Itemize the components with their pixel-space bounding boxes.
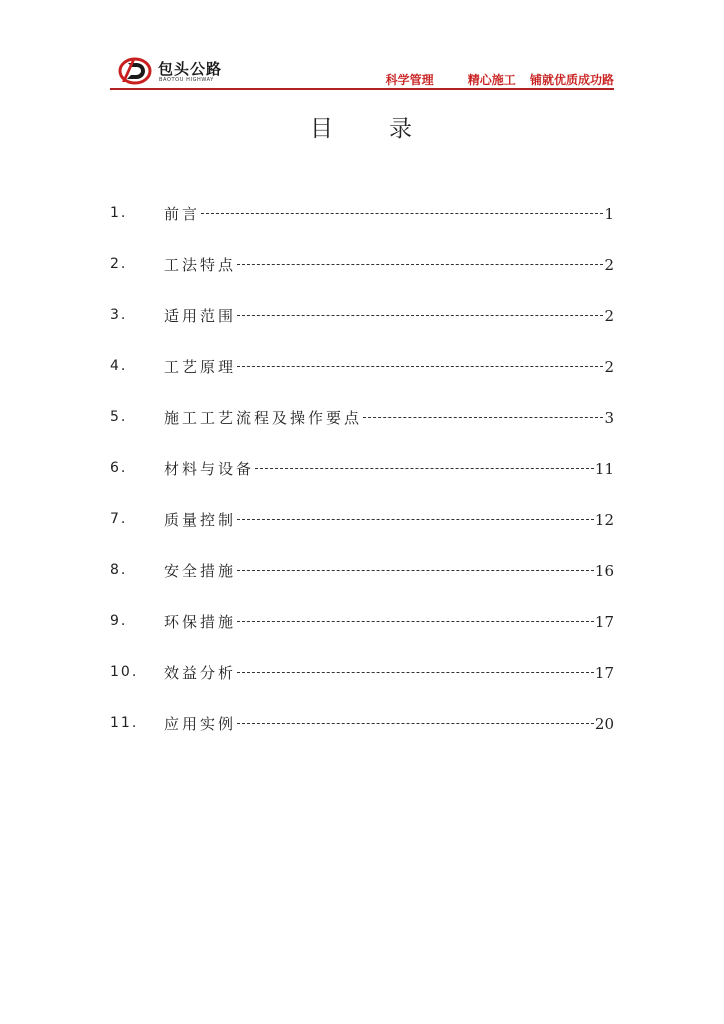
toc-number: 11.	[110, 715, 139, 731]
logo-subtitle: BAOTOU HIGHWAY	[159, 77, 214, 83]
toc-page-number: 17	[594, 613, 614, 631]
toc-line	[164, 662, 614, 683]
toc-label: 前言	[164, 205, 201, 223]
toc-entry[interactable]	[110, 403, 614, 454]
header-motto	[386, 71, 614, 88]
toc-entry[interactable]	[110, 454, 614, 505]
toc-entry[interactable]	[110, 199, 614, 250]
baotou-highway-logo-icon	[118, 56, 152, 86]
toc-entry[interactable]	[110, 709, 614, 760]
motto-part-3: 铺就优质成功路	[529, 73, 614, 87]
toc-entry[interactable]	[110, 607, 614, 658]
toc-entry[interactable]	[110, 556, 614, 607]
toc-label: 工法特点	[164, 256, 237, 274]
page-title	[0, 110, 724, 143]
table-of-contents	[110, 199, 614, 760]
toc-label: 适用范围	[164, 307, 237, 325]
toc-label: 质量控制	[164, 511, 237, 529]
toc-entry[interactable]	[110, 505, 614, 556]
toc-label: 工艺原理	[164, 358, 237, 376]
toc-dot-leader	[237, 264, 603, 265]
toc-number: 6.	[110, 460, 128, 476]
toc-line	[164, 254, 614, 275]
toc-entry[interactable]	[110, 301, 614, 352]
toc-number: 1.	[110, 205, 128, 221]
toc-dot-leader	[363, 417, 603, 418]
toc-page-number: 20	[594, 715, 614, 733]
toc-dot-leader	[255, 468, 594, 469]
toc-page-number: 11	[594, 460, 614, 478]
toc-number: 3.	[110, 307, 128, 323]
toc-label: 效益分析	[164, 664, 237, 682]
toc-dot-leader	[201, 213, 603, 214]
toc-number: 7.	[110, 511, 128, 527]
toc-line	[164, 203, 614, 224]
toc-page-number: 3	[604, 409, 614, 427]
toc-label: 环保措施	[164, 613, 237, 631]
toc-line	[164, 560, 614, 581]
toc-dot-leader	[237, 723, 594, 724]
toc-line	[164, 509, 614, 530]
toc-dot-leader	[237, 570, 594, 571]
title-char-1: 目	[310, 116, 335, 142]
toc-line	[164, 305, 614, 326]
toc-dot-leader	[237, 366, 603, 367]
toc-page-number: 2	[604, 256, 614, 274]
toc-number: 9.	[110, 613, 128, 629]
toc-label: 安全措施	[164, 562, 237, 580]
motto-part-1: 科学管理	[385, 73, 434, 87]
toc-page-number: 17	[594, 664, 614, 682]
toc-page-number: 12	[594, 511, 614, 529]
toc-dot-leader	[237, 621, 594, 622]
toc-label: 施工工艺流程及操作要点	[164, 409, 363, 427]
page-header	[110, 50, 614, 90]
toc-number: 5.	[110, 409, 128, 425]
toc-label: 材料与设备	[164, 460, 255, 478]
toc-label: 应用实例	[164, 715, 237, 733]
toc-page-number: 1	[604, 205, 614, 223]
toc-line	[164, 611, 614, 632]
toc-number: 4.	[110, 358, 128, 374]
header-rule	[110, 88, 614, 90]
logo-name: 包头公路	[158, 60, 223, 78]
title-char-2: 录	[389, 116, 414, 142]
toc-entry[interactable]	[110, 658, 614, 709]
motto-part-2: 精心施工	[467, 73, 516, 87]
toc-page-number: 2	[604, 358, 614, 376]
toc-dot-leader	[237, 315, 603, 316]
toc-number: 8.	[110, 562, 128, 578]
company-logo	[118, 56, 278, 86]
toc-number: 10.	[110, 664, 139, 680]
toc-line	[164, 356, 614, 377]
toc-number: 2.	[110, 256, 128, 272]
toc-dot-leader	[237, 672, 594, 673]
toc-line	[164, 407, 614, 428]
toc-dot-leader	[237, 519, 594, 520]
toc-line	[164, 458, 614, 479]
toc-line	[164, 713, 614, 734]
toc-page-number: 16	[594, 562, 614, 580]
toc-entry[interactable]	[110, 352, 614, 403]
toc-page-number: 2	[604, 307, 614, 325]
toc-entry[interactable]	[110, 250, 614, 301]
